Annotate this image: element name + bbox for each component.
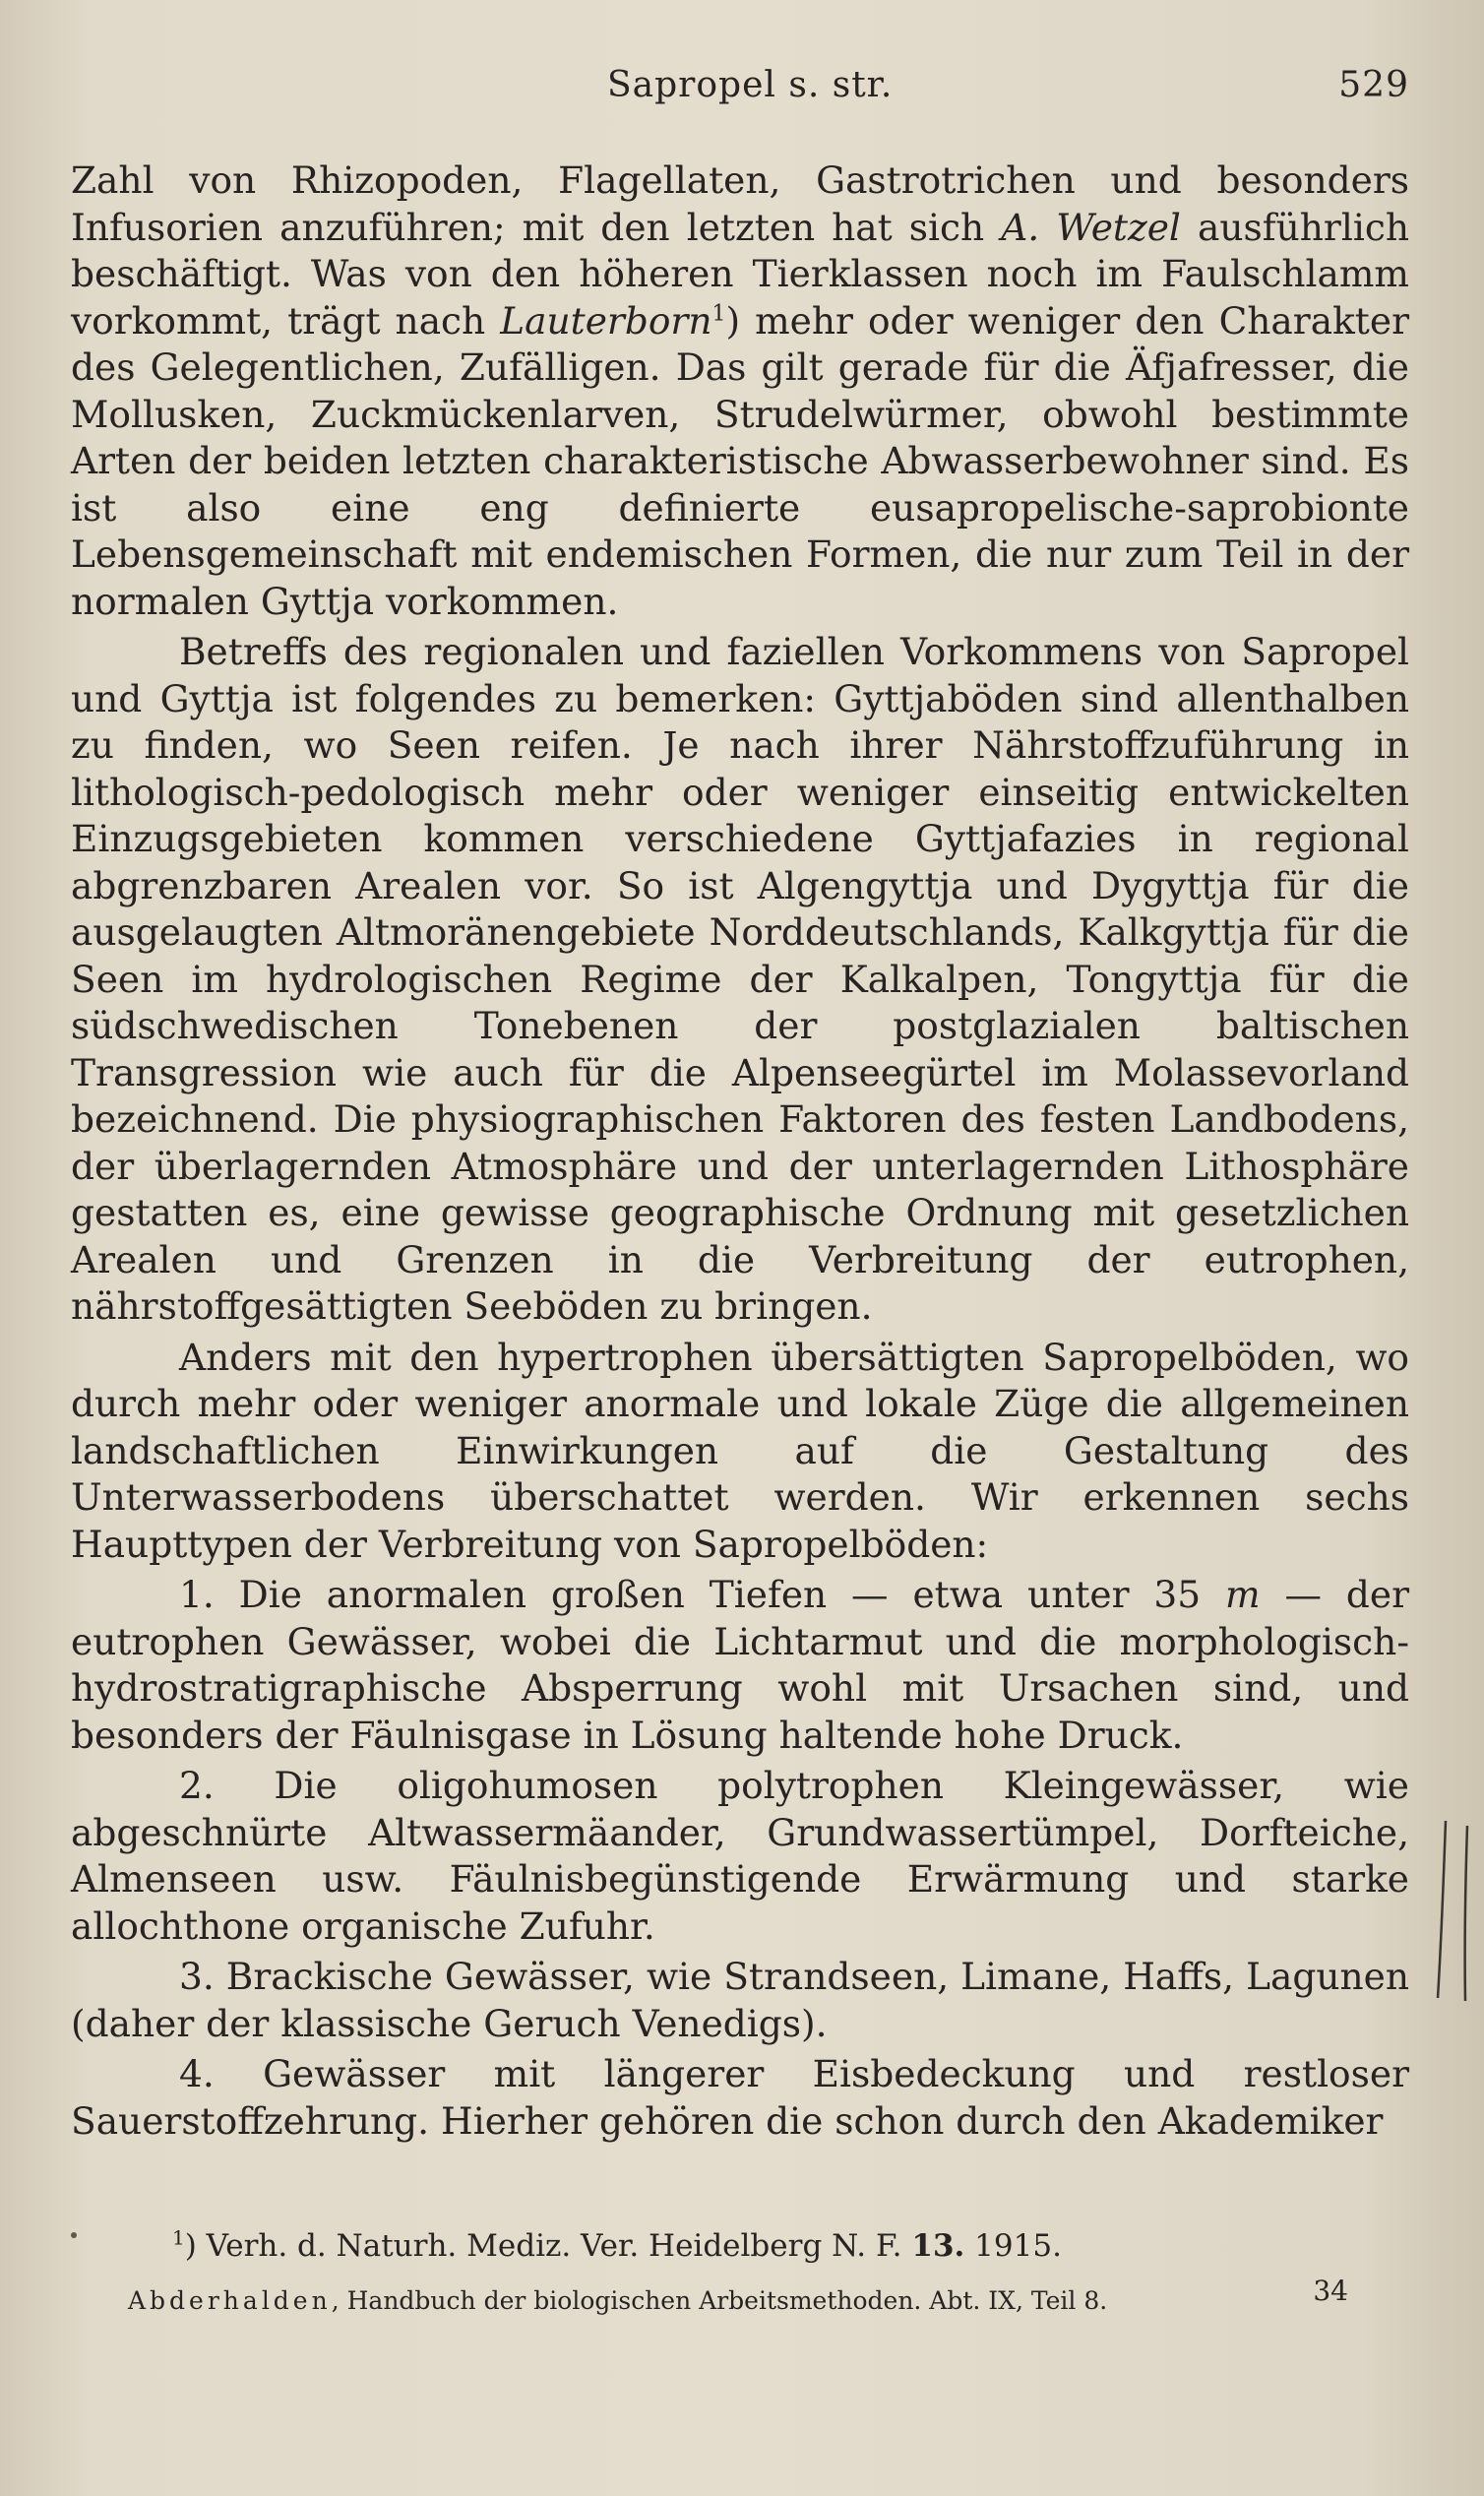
footnote-text-a: ) Verh. d. Naturh. Mediz. Ver. Heidelberg N. F. bbox=[184, 2228, 912, 2264]
list-item-1 bbox=[71, 1572, 1409, 1759]
footer-title: , Handbuch der biologischen Arbeitsmethoden. Abt. IX, Teil 8. bbox=[331, 2286, 1108, 2315]
list-item-4: 4. Gewässer mit längerer Eisbedeckung und restloser Sauerstoffzehrung. Hierher gehören die schon durch den Akademiker bbox=[71, 2052, 1409, 2143]
footnote-volume: 13. bbox=[911, 2228, 965, 2264]
page-header bbox=[71, 65, 1409, 120]
footnote-dot bbox=[71, 2232, 77, 2238]
paragraph-hypertrophic: Anders mit den hypertrophen übersättigten Sapropelböden, wo durch mehr oder weniger anormale und lokale Züge die allgemeinen landschaftlichen Einwirkungen auf die Gestaltung des Unterwasserbodens überschattet werden. Wir erkennen sechs Haupttypen der Verbreitung von Sapropelböden: bbox=[71, 1335, 1409, 1566]
author-lauterborn: Lauterborn bbox=[500, 298, 712, 343]
footer-author: Abderhalden bbox=[128, 2286, 332, 2315]
author-wetzel: A. Wetzel bbox=[1001, 205, 1181, 249]
paragraph-continuation bbox=[71, 157, 1409, 625]
list-item-3: 3. Brackische Gewässer, wie Strandseen, Limane, Haffs, Lagunen (daher der klassische Geruch Venedigs). bbox=[71, 1955, 1409, 2045]
p1-text-a: Zahl von Rhizopoden, Flagellaten, Gastrotrichen und besonders Infusorien anzuführen; mit den letzten hat sich bbox=[71, 158, 1409, 249]
p1-text-c: ) mehr oder weniger den Charakter des Gelegentlichen, Zufälligen. Das gilt gerade für die Äfjafresser, die Mollusken, Zuckmückenlarven, Strudelwürmer, obwohl bestimmte Arten der beiden letzten charakteristische Abwasserbewohner sind. Es ist also eine eng definierte eusapropelische-saprobionte Lebensgemeinschaft mit endemischen Formen, die nur zum Teil in der normalen Gyttja vorkommen. bbox=[71, 298, 1409, 623]
item1-unit: m bbox=[1225, 1573, 1261, 1616]
margin-pencil-marks bbox=[1432, 1816, 1476, 2003]
item1-text-a: 1. Die anormalen großen Tiefen — etwa unter 35 bbox=[179, 1573, 1226, 1616]
paragraph-regional: Betreffs des regionalen und faziellen Vorkommens von Sapropel und Gyttja ist folgendes zu bemerken: Gyttjaböden sind allenthalben zu finden, wo Seen reifen. Je nach ihrer Nährstoffzuführung in lithologisch-pedologisch mehr oder weniger einseitig entwickelten Einzugsgebieten kommen verschiedene Gyttjafazies in regional abgrenzbaren Arealen vor. So ist Algengyttja und Dygyttja für die ausgelaugten Altmoränengebiete Norddeutschlands, Kalkgyttja für die Seen im hydrologischen Regime der Kalkalpen, Tongyttja für die südschwedischen Tonebenen der postglazialen baltischen Transgression wie auch für die Alpenseegürtel im Molassevorland bezeichnend. Die physiographischen Faktoren des festen Landbodens, der überlagernden Atmosphäre und der unterlagernden Lithosphäre gestatten es, eine gewisse geographische Ordnung mit gesetzlichen Arealen und Grenzen in die Verbreitung der eutrophen, nährstoffgesättigten Seeböden zu bringen. bbox=[71, 630, 1409, 1328]
item1-text-b: — der eutrophen Gewässer, wobei die Lichtarmut und die morphologisch-hydrostratigraphische Absperrung wohl mit Ursachen sind, und besonders der Fäulnisgase in Lösung haltende hohe Druck. bbox=[71, 1573, 1410, 1757]
page-footer bbox=[128, 2275, 1348, 2319]
body-text bbox=[71, 157, 1409, 2149]
printer-signature: 34 bbox=[1313, 2275, 1348, 2307]
footnote-mark: 1 bbox=[172, 2225, 185, 2250]
footnote-text-b: 1915. bbox=[964, 2228, 1062, 2264]
footnote bbox=[172, 2226, 1353, 2266]
footnote-reference: 1 bbox=[711, 301, 726, 326]
running-title: Sapropel s. str. bbox=[607, 65, 894, 105]
p1-text-b: ausführlich beschäftigt. Was von den höheren Tierklassen noch im Faulschlamm vorkommt, trägt nach bbox=[71, 205, 1409, 343]
list-item-2: 2. Die oligohumosen polytrophen Kleingewässer, wie abgeschnürte Altwassermäander, Grundwassertümpel, Dorfteiche, Almenseen usw. Fäulnisbegünstigende Erwärmung und starke allochthone organische Zufuhr. bbox=[71, 1764, 1409, 1948]
page-number: 529 bbox=[1338, 65, 1409, 105]
